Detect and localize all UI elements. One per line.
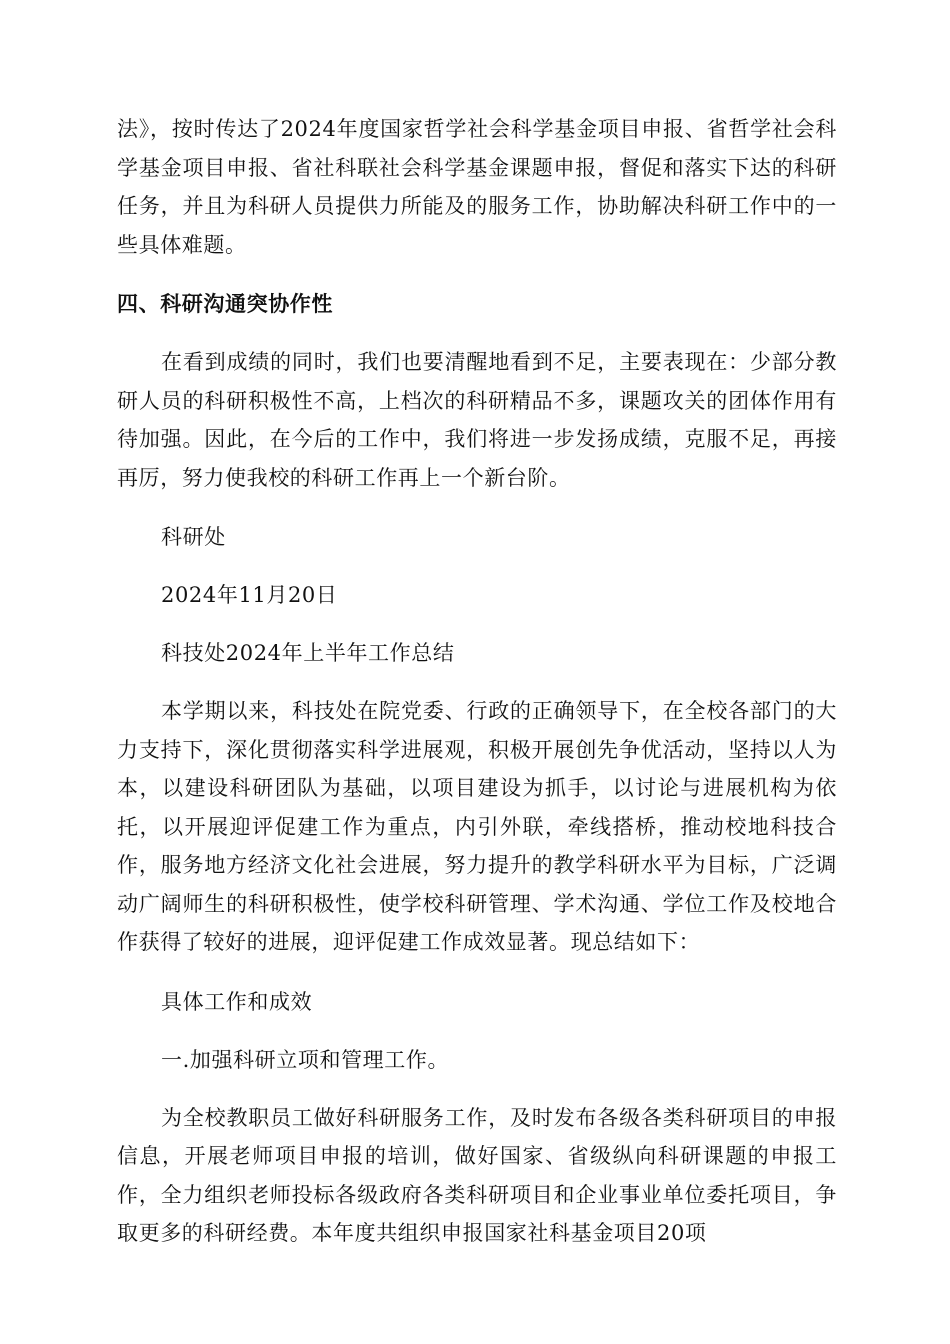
paragraph-continuation: 法》，按时传达了2024年度国家哲学社会科学基金项目申报、省哲学社会科学基金项目申报、省社科联社会科学基金课题申报，督促和落实下达的科研任务，并且为科研人员提供力所能及的服务工作，协助解决科研工作中的一些具体难题。 (117, 117, 837, 257)
signature-department: 科研处 (161, 525, 226, 549)
subheading-work-results: 具体工作和成效 (161, 989, 313, 1014)
paragraph-project-applications: 为全校教职员工做好科研服务工作，及时发布各级各类科研项目的申报信息，开展老师项目申报的培训，做好国家、省级纵向科研课题的申报工作，全力组织老师投标各级政府各类科研项目和企业事业单位委托项目，争取更多的科研经费。本年度共组织申报国家社科基金项目20项 (117, 1105, 837, 1245)
document-page (117, 110, 837, 1253)
signature-date: 2024年11月20日 (161, 583, 338, 607)
paragraph-introduction: 本学期以来，科技处在院党委、行政的正确领导下，在全校各部门的大力支持下，深化贯彻落实科学进展观，积极开展创先争优活动，坚持以人为本，以建设科研团队为基础，以项目建设为抓手，以讨论与进展机构为依托，以开展迎评促建工作为重点，内引外联，牵线搭桥，推动校地科技合作，服务地方经济文化社会进展，努力提升的教学科研水平为目标，广泛调动广阔师生的科研积极性，使学校科研管理、学术沟通、学位工作及校地合作获得了较好的进展，迎评促建工作成效显著。现总结如下： (117, 699, 837, 954)
section-heading: 四、科研沟通突协作性 (117, 291, 333, 316)
document-title: 科技处2024年上半年工作总结 (161, 641, 455, 665)
subheading-item-one: 一.加强科研立项和管理工作。 (161, 1047, 450, 1072)
paragraph-shortcomings: 在看到成绩的同时，我们也要清醒地看到不足，主要表现在：少部分教研人员的科研积极性不高，上档次的科研精品不多，课题攻关的团体作用有待加强。因此，在今后的工作中，我们将进一步发扬成绩，克服不足，再接再厉，努力使我校的科研工作再上一个新台阶。 (117, 350, 837, 490)
